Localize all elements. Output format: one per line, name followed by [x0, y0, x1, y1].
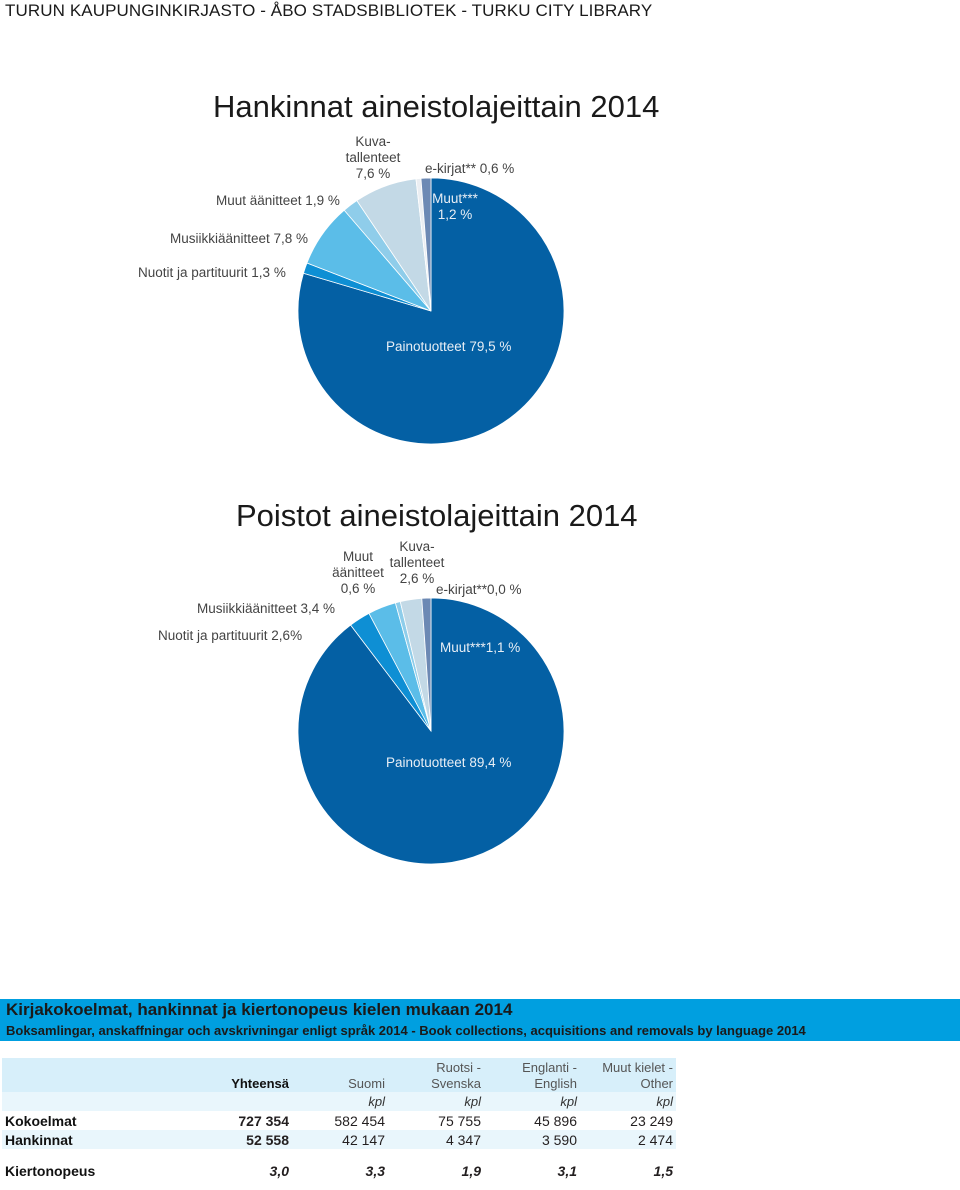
row-label: Kiertonopeus: [2, 1161, 106, 1180]
row-label: Kokoelmat: [2, 1111, 106, 1130]
header-fi: Suomi: [292, 1058, 388, 1092]
chart1-label-musiikkiaanitteet: Musiikkiäänitteet 7,8 %: [170, 231, 309, 246]
cell-other: 1,5: [580, 1161, 676, 1180]
chart2-label-painotuotteet: Painotuotteet 89,4 %: [386, 755, 512, 770]
chart1-title: Hankinnat aineistolajeittain 2014: [213, 89, 660, 124]
cell-fi: 3,3: [292, 1161, 388, 1180]
chart2-label-muut: Muut***1,1 %: [440, 640, 521, 655]
chart1-label-nuotit: Nuotit ja partituurit 1,3 %: [138, 265, 286, 280]
cell-fi: 582 454: [292, 1111, 388, 1130]
unit-sv: kpl: [388, 1092, 484, 1111]
chart1-label-muut-aanitteet: Muut äänitteet 1,9 %: [216, 193, 340, 208]
chart2-label-muut-aanitteet: Muut äänitteet 0,6 %: [332, 549, 384, 596]
header-en: Englanti - English: [484, 1058, 580, 1092]
chart2-label-musiikkiaanitteet: Musiikkiäänitteet 3,4 %: [197, 601, 336, 616]
chart1-label-painotuotteet: Painotuotteet 79,5 %: [386, 339, 512, 354]
cell-fi: 42 147: [292, 1130, 388, 1149]
header-other: Muut kielet - Other: [580, 1058, 676, 1092]
cell-sv: 4 347: [388, 1130, 484, 1149]
cell-other: 2 474: [580, 1130, 676, 1149]
chart2-title: Poistot aineistolajeittain 2014: [236, 498, 638, 533]
unit-fi: kpl: [292, 1092, 388, 1111]
cell-sv: 75 755: [388, 1111, 484, 1130]
table-row: [2, 1111, 676, 1130]
cell-en: 3 590: [484, 1130, 580, 1149]
cell-total: 3,0: [106, 1161, 292, 1180]
cell-en: 45 896: [484, 1111, 580, 1130]
cell-total: 727 354: [106, 1111, 292, 1130]
section-subtitle: Boksamlingar, anskaffningar och avskrivningar enligt språk 2014 - Book collections, acquisitions and removals by language 2014: [6, 1023, 806, 1038]
library-header: TURUN KAUPUNGINKIRJASTO - ÅBO STADSBIBLIOTEK - TURKU CITY LIBRARY: [5, 1, 653, 20]
chart2-label-kuvatallenteet: Kuva- tallenteet 2,6 %: [389, 539, 445, 586]
table-header-row: [2, 1058, 676, 1092]
row-label: Hankinnat: [2, 1130, 106, 1149]
cell-total: 52 558: [106, 1130, 292, 1149]
table-unit-row: [2, 1092, 676, 1111]
unit-other: kpl: [580, 1092, 676, 1111]
chart1-label-muut: Muut*** 1,2 %: [432, 191, 478, 222]
chart2-label-ekirjat: e-kirjat**0,0 %: [436, 582, 522, 597]
table-row: [2, 1161, 676, 1180]
unit-en: kpl: [484, 1092, 580, 1111]
cell-sv: 1,9: [388, 1161, 484, 1180]
cell-other: 23 249: [580, 1111, 676, 1130]
table-row: [2, 1130, 676, 1149]
cell-en: 3,1: [484, 1161, 580, 1180]
chart1-label-ekirjat: e-kirjat** 0,6 %: [425, 161, 515, 176]
header-sv: Ruotsi - Svenska: [388, 1058, 484, 1092]
chart2-label-nuotit: Nuotit ja partituurit 2,6%: [158, 628, 303, 643]
language-table: [2, 1058, 676, 1180]
header-total: Yhteensä: [106, 1058, 292, 1092]
chart1-label-kuvatallenteet: Kuva- tallenteet 7,6 %: [345, 134, 401, 181]
section-title: Kirjakokoelmat, hankinnat ja kiertonopeus kielen mukaan 2014: [6, 1000, 513, 1019]
